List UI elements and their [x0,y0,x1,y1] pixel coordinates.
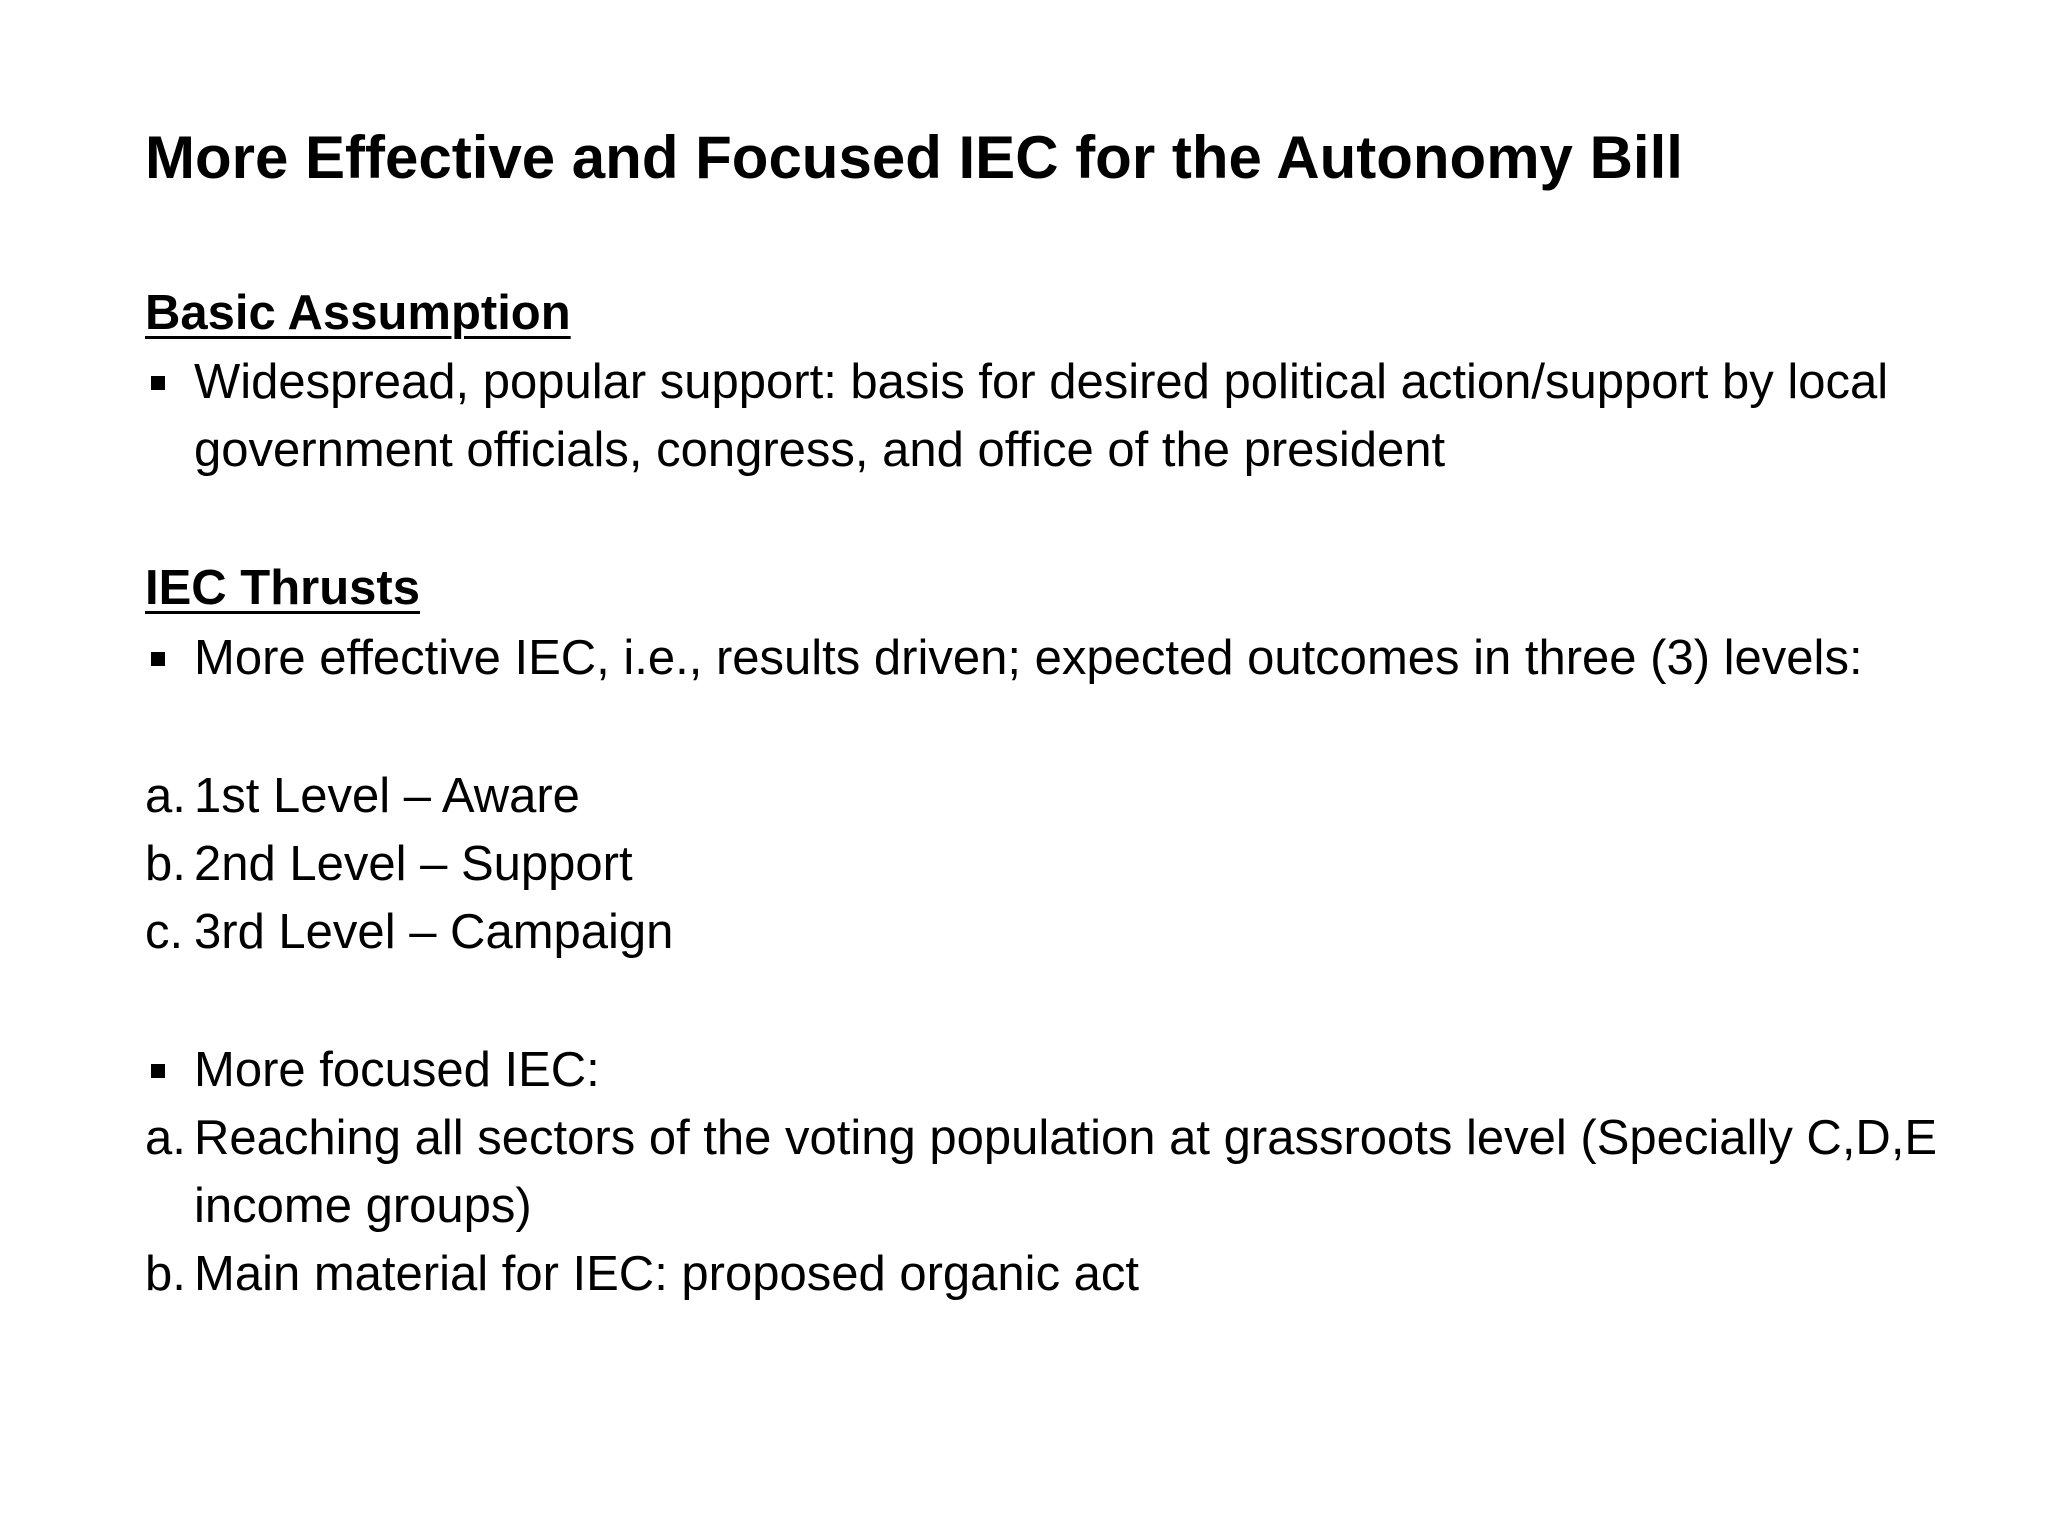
list-item-text: Main material for IEC: proposed organic act [194,1247,1140,1301]
bullet-more-focused-iec [145,1036,1945,1104]
list-item-reaching-sectors [145,1104,1945,1240]
list-marker: b. [145,1247,186,1301]
square-bullet-icon [151,376,165,390]
square-bullet-icon [151,652,165,666]
bullet-widespread-support [145,348,1945,484]
slide-title: More Effective and Focused IEC for the Autonomy Bill [145,124,1683,191]
list-item-level-2 [145,830,1945,898]
list-marker: c. [145,905,184,959]
list-item-level-3 [145,898,1945,966]
square-bullet-icon [151,1064,165,1078]
list-marker: a. [145,1111,186,1165]
heading-basic-assumption: Basic Assumption [145,286,571,340]
list-item-text: 2nd Level – Support [194,837,633,891]
list-item-text: 3rd Level – Campaign [194,905,674,959]
list-marker: a. [145,769,186,823]
bullet-text: Widespread, popular support: basis for desired political action/support by local government officials, congress, and office of the president [194,355,1889,477]
list-marker: b. [145,837,186,891]
list-item-main-material [145,1240,1945,1308]
bullet-text: More effective IEC, i.e., results driven; expected outcomes in three (3) levels: [194,631,1863,685]
bullet-more-effective-iec [145,624,1945,692]
list-item-text: Reaching all sectors of the voting population at grassroots level (Specially C,D,E income groups) [194,1111,1938,1233]
list-item-text: 1st Level – Aware [194,769,580,823]
heading-iec-thrusts: IEC Thrusts [145,561,420,615]
bullet-text: More focused IEC: [194,1043,600,1097]
list-item-level-1 [145,762,1945,830]
